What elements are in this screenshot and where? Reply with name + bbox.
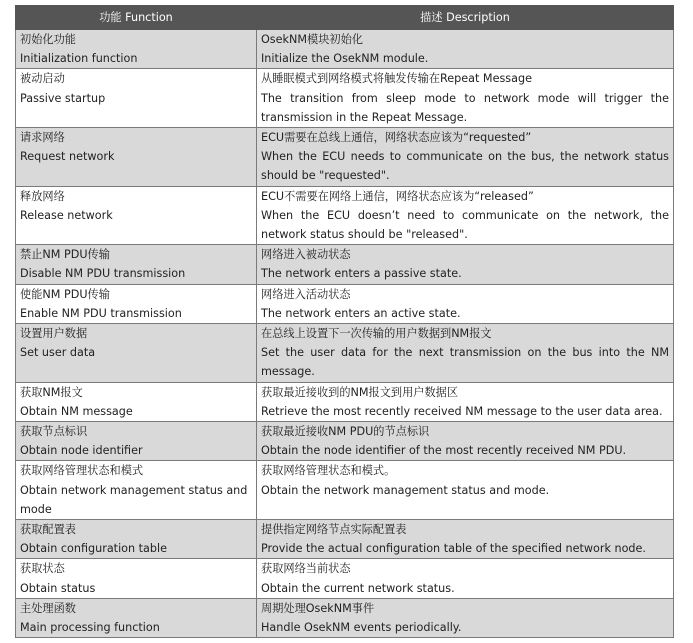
table-row (16, 520, 674, 559)
function-name-zh: 主处理函数 (20, 601, 76, 615)
function-name-en: Initialization function (20, 52, 138, 66)
function-name-zh: 获取网络管理状态和模式 (20, 464, 144, 478)
description-en: The transition from sleep mode to network mode will trigger the transmission in the Repeat Message. (261, 91, 669, 124)
description-zh: 获取网络当前状态 (261, 562, 351, 576)
description-zh: 获取网络管理状态和模式。 (261, 464, 396, 478)
description-zh: 网络进入活动状态 (261, 287, 351, 301)
function-cell (16, 598, 257, 637)
description-zh: OsekNM模块初始化 (261, 33, 363, 46)
description-cell (257, 559, 674, 598)
description-zh: 在总线上设置下一次传输的用户数据到NM报文 (261, 327, 492, 341)
table-row (16, 382, 674, 421)
function-cell (16, 128, 257, 187)
table-row (16, 245, 674, 284)
description-en: Handle OsekNM events periodically. (261, 621, 462, 635)
function-name-en: Passive startup (20, 91, 106, 105)
description-cell (257, 324, 674, 383)
description-en: Obtain the node identifier of the most recently received NM PDU. (261, 444, 627, 458)
table-row (16, 186, 674, 245)
description-cell (257, 284, 674, 323)
description-zh: 提供指定网络节点实际配置表 (261, 523, 407, 537)
description-en: The network enters a passive state. (261, 267, 462, 281)
description-zh: ECU需要在总线上通信，网络状态应该为“requested” (261, 131, 532, 145)
function-name-zh: 使能NM PDU传输 (20, 287, 110, 301)
description-cell (257, 186, 674, 245)
description-cell (257, 598, 674, 637)
description-zh: 从睡眠模式到网络模式将触发传输在Repeat Message (261, 72, 532, 86)
function-name-en: Disable NM PDU transmission (20, 267, 186, 281)
description-cell (257, 245, 674, 284)
description-en: Set the user data for the next transmission on the bus into the NM message. (261, 346, 669, 379)
description-cell (257, 422, 674, 461)
function-name-en: Main processing function (20, 621, 160, 635)
description-en: Obtain the network management status and mode. (261, 483, 550, 497)
function-name-en: Release network (20, 208, 113, 222)
description-cell (257, 520, 674, 559)
description-cell (257, 382, 674, 421)
function-cell (16, 69, 257, 128)
function-cell (16, 461, 257, 520)
table-row (16, 284, 674, 323)
function-name-zh: 初始化功能 (20, 33, 76, 46)
description-en: When the ECU doesn’t need to communicate on the network, the network status should be "released". (261, 208, 669, 242)
description-cell (257, 30, 674, 69)
table-row (16, 69, 674, 128)
description-zh: 获取最近接收NM PDU的节点标识 (261, 425, 430, 439)
function-description-table (15, 5, 674, 638)
description-en: Provide the actual configuration table of the specified network node. (261, 542, 646, 556)
description-column-header: 描述 Description (257, 6, 674, 30)
description-zh: 获取最近接收到的NM报文到用户数据区 (261, 385, 459, 399)
function-cell (16, 520, 257, 559)
description-cell (257, 128, 674, 187)
description-en: Initialize the OsekNM module. (261, 52, 429, 66)
function-name-zh: 获取配置表 (20, 523, 76, 537)
function-name-en: Obtain node identifier (20, 444, 143, 458)
function-name-zh: 获取状态 (20, 562, 65, 576)
description-en: When the ECU needs to communicate on the bus, the network status should be "requested". (261, 150, 669, 183)
description-en: The network enters an active state. (261, 306, 461, 320)
function-cell (16, 559, 257, 598)
description-cell (257, 461, 674, 520)
description-en: Retrieve the most recently received NM message to the user data area. (261, 404, 663, 418)
function-name-zh: 获取节点标识 (20, 425, 88, 439)
function-name-zh: 设置用户数据 (20, 327, 88, 341)
table-row (16, 559, 674, 598)
table-header-row (16, 6, 674, 30)
table-row (16, 461, 674, 520)
function-cell (16, 422, 257, 461)
table-row (16, 128, 674, 187)
table-row (16, 598, 674, 637)
description-zh: 网络进入被动状态 (261, 248, 351, 262)
table-row (16, 324, 674, 383)
description-cell (257, 69, 674, 128)
function-cell (16, 186, 257, 245)
function-name-en: Obtain status (20, 581, 96, 595)
function-cell (16, 30, 257, 69)
function-name-en: Obtain NM message (20, 404, 133, 418)
description-zh: ECU不需要在网络上通信，网络状态应该为“released” (261, 189, 534, 203)
function-cell (16, 324, 257, 383)
function-column-header: 功能 Function (16, 6, 257, 30)
function-name-zh: 请求网络 (20, 131, 65, 145)
function-name-en: Obtain configuration table (20, 542, 168, 556)
function-cell (16, 245, 257, 284)
function-name-zh: 释放网络 (20, 189, 65, 203)
table-row (16, 422, 674, 461)
function-name-en: Request network (20, 150, 115, 164)
function-cell (16, 382, 257, 421)
function-name-zh: 禁止NM PDU传输 (20, 248, 110, 262)
function-cell (16, 284, 257, 323)
table-row (16, 30, 674, 69)
function-name-zh: 被动启动 (20, 72, 65, 86)
description-zh: 周期处理OsekNM事件 (261, 601, 375, 615)
description-en: Obtain the current network status. (261, 581, 455, 595)
function-name-en: Set user data (20, 346, 96, 360)
function-name-en: Enable NM PDU transmission (20, 306, 182, 320)
function-name-zh: 获取NM报文 (20, 385, 83, 399)
function-name-en: Obtain network management status and mode (20, 483, 248, 516)
